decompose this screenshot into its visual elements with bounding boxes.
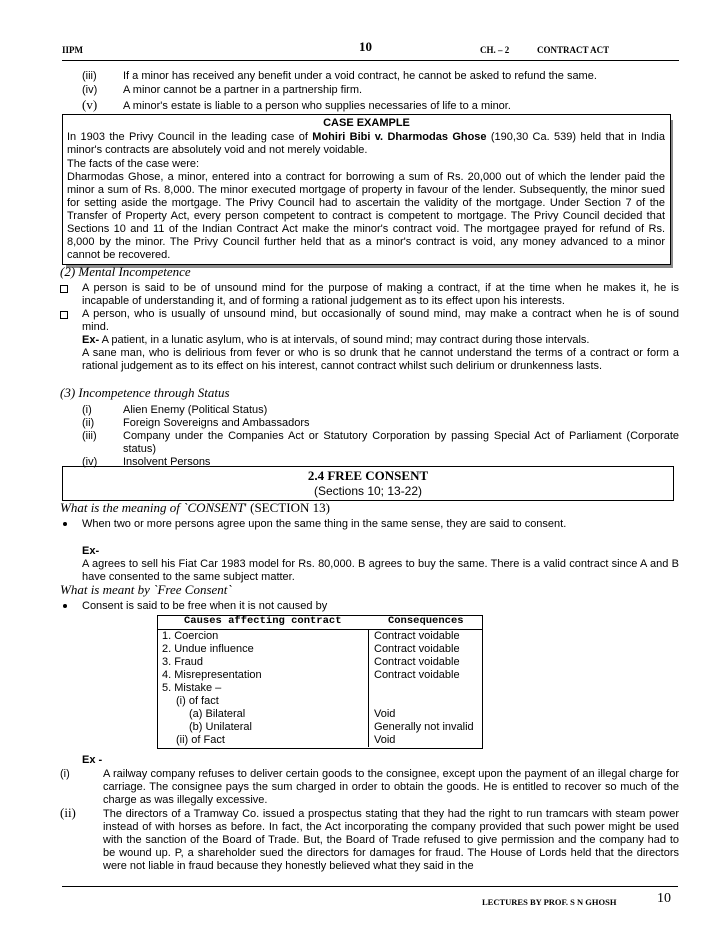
example-label: Ex-	[82, 334, 100, 346]
square-bullet-icon	[60, 285, 68, 293]
consequence-cell: Contract voidable	[374, 656, 460, 668]
free-consent-subtitle: (Sections 10; 13-22)	[313, 484, 423, 498]
case-intro-text: In 1903 the Privy Council in the leading case of	[67, 131, 313, 143]
cause-cell: 3. Fraud	[157, 656, 369, 669]
column-header: Consequences	[369, 615, 484, 630]
header-page-number: 10	[359, 39, 372, 54]
status-heading: (3) Incompetence through Status	[60, 385, 230, 400]
consequence-cell: Void	[374, 734, 396, 746]
header-chapter-title: CONTRACT ACT	[537, 45, 610, 55]
status-item-num: (ii)	[82, 417, 95, 429]
mental-example-text: A patient, in a lunatic asylum, who is at intervals, of sound mind; may contract during those intervals.	[99, 334, 590, 346]
table-row	[157, 682, 483, 695]
minor-item-text: A minor cannot be a partner in a partnership firm.	[123, 84, 363, 96]
cause-cell: 5. Mistake –	[157, 682, 369, 695]
case-facts-label: The facts of the case were:	[67, 158, 200, 170]
example-i-text: A railway company refuses to deliver certain goods to the consignee, except upon the payment of an illegal charge for carriage. The consignee pays the sum charged in order to obtain the goods. He is entitled to recover so much of the charge as was illegally excessive.	[103, 768, 679, 806]
case-name: Mohiri Bibi v. Dharmodas Ghose	[312, 131, 487, 143]
table-row	[157, 630, 483, 644]
consequence-cell	[369, 695, 484, 708]
status-item-text: Insolvent Persons	[123, 456, 211, 468]
column-header: Causes affecting contract	[157, 615, 369, 630]
footer-lecturer: LECTURES BY PROF. S N GHOSH	[482, 897, 617, 907]
consent-meaning-question	[60, 501, 330, 514]
consequence-cell: Void	[374, 708, 396, 720]
status-item-text: Company under the Companies Act or Statutory Corporation by passing Special Act of Parliament (Corporate status)	[123, 430, 679, 455]
header-org: IIPM	[62, 45, 83, 55]
status-item-num: (i)	[82, 404, 92, 416]
consequence-cell	[369, 682, 484, 695]
example-ii-text: The directors of a Tramway Co. issued a prospectus stating that they had the right to run tramcars with steam power instead of with horses as before. In fact, the Act incorporating the company provided that such power might be used with the sanction of the Board of Trade. But, the Board of Trade refused to give permission and the company had to be wound up. P, a shareholder sued the directors for damages for fraud. The House of Lords held that the directors were not liable in fraud because they honestly believed what they said in the	[103, 808, 679, 872]
case-intro-text-2: (190,30 Ca. 539) held that in India minor's contracts are absolutely void and not merely voidable.	[67, 131, 665, 156]
consequence-cell: Contract voidable	[374, 630, 460, 642]
case-example-title: CASE EXAMPLE	[323, 117, 410, 129]
mental-point-2: A person, who is usually of unsound mind, but occasionally of sound mind, may make a contract when he is of sound mind.	[82, 308, 679, 333]
status-item-text: Foreign Sovereigns and Ambassadors	[123, 417, 310, 429]
page-header	[62, 40, 678, 60]
table-row	[157, 695, 483, 708]
consequence-cell: Contract voidable	[374, 643, 460, 655]
square-bullet-icon	[60, 311, 68, 319]
cause-cell: 4. Misrepresentation	[157, 669, 369, 682]
bullet-icon	[63, 522, 67, 526]
minor-item-num: (iv)	[82, 84, 98, 96]
consequence-cell: Contract voidable	[374, 669, 460, 681]
causes-table	[157, 615, 483, 747]
table-row	[157, 721, 483, 734]
minor-item-num: (v)	[82, 97, 98, 112]
cause-cell: 1. Coercion	[157, 630, 369, 644]
consent-question-text: What is the meaning of `CONSENT	[60, 500, 245, 515]
table-row	[157, 708, 483, 721]
status-item-num: (iv)	[82, 456, 98, 468]
table-row	[157, 734, 483, 747]
cause-cell: (b) Unilateral	[157, 721, 369, 734]
minor-item-text: If a minor has received any benefit under a void contract, he cannot be asked to refund the same.	[123, 70, 597, 82]
table-row	[157, 669, 483, 682]
consent-definition: When two or more persons agree upon the same thing in the same sense, they are said to consent.	[82, 518, 567, 530]
table-row	[157, 643, 483, 656]
mental-example-2: A sane man, who is delirious from fever or who is so drunk that he cannot understand the terms of a contract or form a rational judgement as to its effect on his interest, cannot contract whilst such delirium or drunkenness lasts.	[82, 347, 679, 372]
consent-section-ref: ' (SECTION 13)	[244, 500, 330, 515]
cause-cell: 2. Undue influence	[157, 643, 369, 656]
mental-incompetence-heading: (2) Mental Incompetence	[60, 264, 191, 279]
consent-example: A agrees to sell his Fiat Car 1983 model for Rs. 80,000. B agrees to buy the same. There is a valid contract since A and B have consented to the same subject matter.	[82, 558, 679, 583]
case-example-box	[62, 114, 671, 265]
case-example-intro	[67, 131, 665, 157]
free-consent-title-box	[62, 466, 674, 501]
free-consent-definition: Consent is said to be free when it is not caused by	[82, 600, 328, 612]
cause-cell: (a) Bilateral	[157, 708, 369, 721]
cause-cell: (ii) of Fact	[157, 734, 369, 747]
minor-item-text: A minor's estate is liable to a person who supplies necessaries of life to a minor.	[123, 100, 511, 112]
example-num: (i)	[60, 768, 70, 780]
table-row	[157, 656, 483, 669]
minor-item-num: (iii)	[82, 70, 97, 82]
example-label: Ex -	[82, 754, 103, 766]
cause-cell: (i) of fact	[157, 695, 369, 708]
case-facts-body: Dharmodas Ghose, a minor, entered into a contract for borrowing a sum of Rs. 20,000 out of which the lender paid the minor a sum of Rs. 8,000. The minor executed mortgage of property in favour of the lender. Subsequently, the minor sued for setting aside the mortgage. The Privy Council had to ascertain the validity of the mortgage. Under Section 7 of the Transfer of Property Act, every person competent to contract is competent to mortgage. The Privy Council decided that Sections 10 and 11 of the Indian Contract Act make the minor's contract void. The mortgagee prayed for refund of Rs. 8,000 by the minor. The Privy Council further held that as a minor's contract is void, any money advanced to a minor cannot be recovered.	[67, 171, 665, 261]
footer-page-number: 10	[657, 891, 671, 906]
mental-example-1	[82, 334, 589, 347]
header-rule	[62, 60, 679, 61]
mental-point-1: A person is said to be of unsound mind for the purpose of making a contract, if at the time when he makes it, he is incapable of understanding it, and of forming a rational judgement as to its effect upon his interests.	[82, 282, 679, 307]
status-item-text: Alien Enemy (Political Status)	[123, 404, 268, 416]
free-consent-title: 2.4 FREE CONSENT	[307, 468, 429, 483]
header-chapter: CH. – 2	[480, 45, 510, 55]
example-num: (ii)	[60, 805, 76, 820]
example-label: Ex-	[82, 545, 100, 557]
footer-rule	[62, 886, 678, 887]
free-consent-question: What is meant by `Free Consent`	[60, 582, 232, 597]
table-header-row	[157, 615, 483, 630]
bullet-icon	[63, 604, 67, 608]
consequence-cell: Generally not invalid	[374, 721, 474, 733]
status-item-num: (iii)	[82, 430, 97, 442]
